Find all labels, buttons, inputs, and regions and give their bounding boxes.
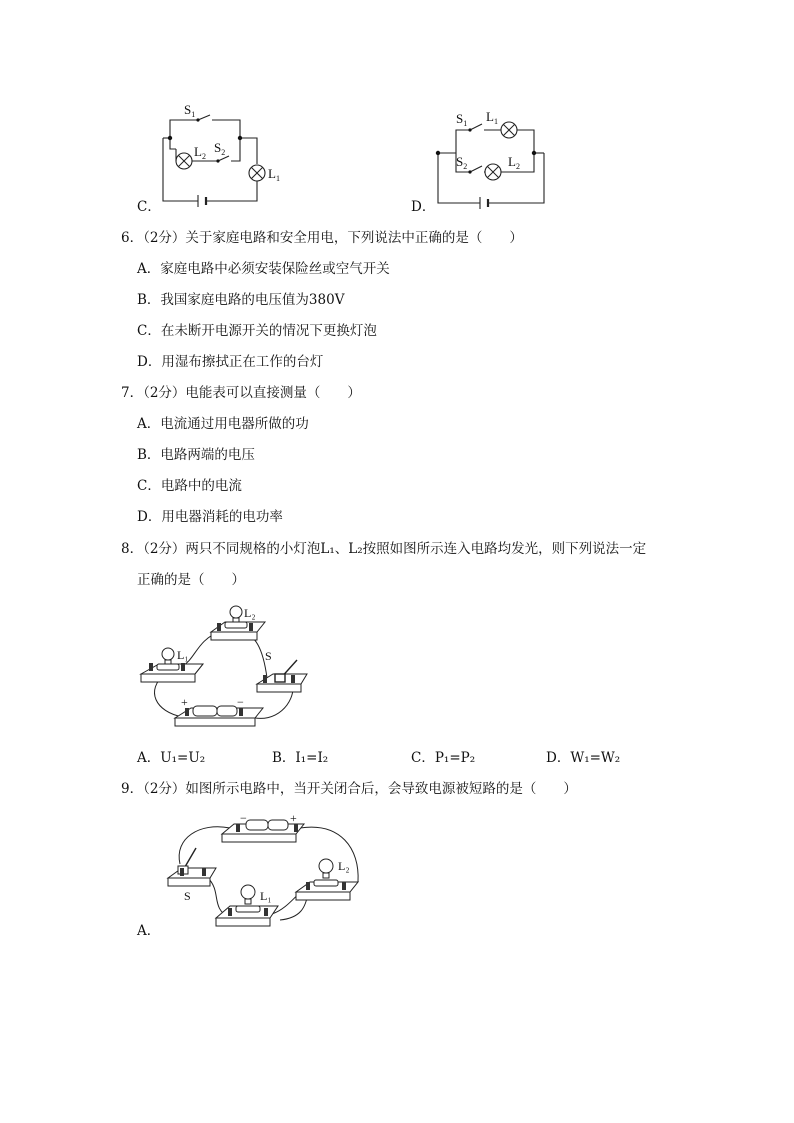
question-8-option-b: B．I₁=I₂ [272,750,329,766]
question-6-option-a: A．家庭电路中必须安装保险丝或空气开关 [137,261,390,277]
question-7-option-d: D．用电器消耗的电功率 [137,509,283,525]
question-6-option-b: B．我国家庭电路的电压值为380V [137,292,345,308]
question-6-option-c: C．在未断开电源开关的情况下更换灯泡 [137,323,377,339]
question-9-option-a-label: A． [137,923,161,939]
svg-text:S2: $S_2$ [456,154,468,171]
svg-text:L2: $L_2$ [508,154,520,171]
question-8-option-c: C．P₁=P₂ [411,750,476,766]
question-8-stem-line2: 正确的是（ ） [137,572,245,588]
svg-text:S1: $S_1$ [456,111,468,128]
circuit-diagram-d [430,105,560,215]
q8-label-l1: L₁ [177,648,189,662]
question-8-option-a: A．U₁=U₂ [137,750,206,766]
q9-label-plus: + [290,811,297,825]
q9-label-minus: − [240,811,247,825]
question-9-stem: 9．（2分）如图所示电路中，当开关闭合后，会导致电源被短路的是（ ） [121,781,577,797]
question-6-option-d: D．用湿布擦拭正在工作的台灯 [137,354,324,370]
question-8-option-d: D．W₁=W₂ [546,750,621,766]
question-7-option-c: C．电路中的电流 [137,478,242,494]
question-9-circuit-figure [160,808,370,938]
svg-text:S2: $S_2$ [214,140,226,157]
q8-label-plus: + [181,695,188,709]
q9-label-l1: L₁ [260,889,272,903]
q8-label-s: S [265,649,272,663]
svg-text:S1: $S_1$ [184,102,196,119]
q8-label-l2: L₂ [244,606,256,620]
svg-text:L1: $L_1$ [268,166,280,183]
question-7-option-b: B．电路两端的电压 [137,447,255,463]
question-8-stem-line1: 8．（2分）两只不同规格的小灯泡L₁、L₂按照如图所示连入电路均发光，则下列说法一定 [121,541,647,557]
question-7-option-a: A．电流通过用电器所做的功 [137,416,309,432]
circuit-diagram-c [150,95,290,215]
svg-text:L1: $L_1$ [486,109,498,126]
q8-label-minus: − [237,695,244,709]
svg-text:L2: $L_2$ [194,144,206,161]
q9-label-s: S [184,889,191,903]
option-d-label: D． [411,199,436,215]
question-8-circuit-figure [135,600,315,730]
option-c-label: C． [137,199,161,215]
q9-label-l2: L₂ [338,859,350,873]
question-7-stem: 7．（2分）电能表可以直接测量（ ） [121,385,361,401]
question-6-stem: 6．（2分）关于家庭电路和安全用电，下列说法中正确的是（ ） [121,230,523,246]
